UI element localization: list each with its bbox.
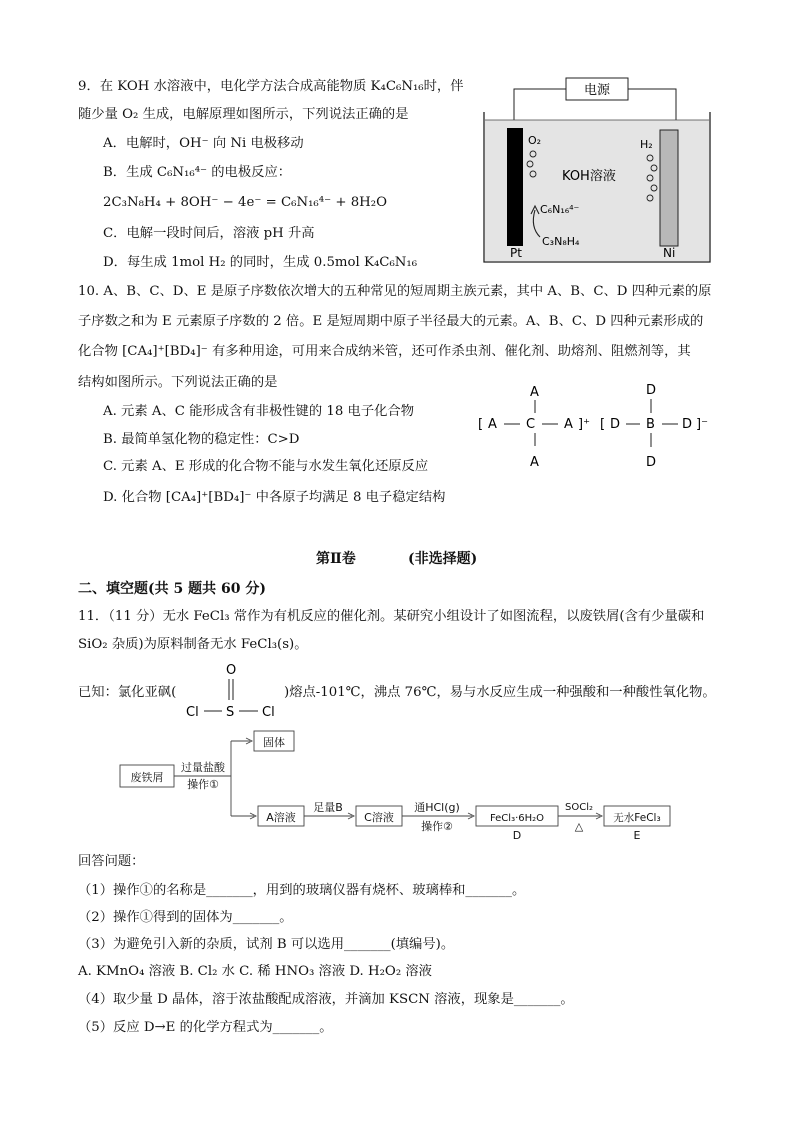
svg-text:[: [ — [478, 417, 484, 432]
ni-electrode — [660, 130, 678, 246]
svg-text:A: A — [530, 455, 539, 470]
q10-option-c: C. 元素 A、E 形成的化合物不能与水发生氧化还原反应 — [103, 459, 429, 474]
q11-part2: （2）操作①得到的固体为_______。 — [78, 910, 293, 925]
q11-part4: （4）取少量 D 晶体，溶于浓盐酸配成溶液，并滴加 KSCN 溶液，现象是_______。 — [78, 992, 574, 1007]
svg-text:D: D — [610, 417, 621, 432]
svg-text:]⁺: ]⁺ — [578, 417, 590, 432]
flow-b-label: 足量B — [313, 801, 343, 814]
q11-part3: （3）为避免引入新的杂质，试剂 B 可以选用_______(填编号)。 — [78, 937, 455, 952]
svg-text:B: B — [646, 417, 655, 432]
h2-label: H₂ — [640, 138, 653, 151]
svg-text:Cl: Cl — [186, 705, 199, 720]
svg-text:A: A — [564, 417, 573, 432]
koh-solution-label: KOH溶液 — [562, 169, 616, 184]
svg-text:A: A — [530, 385, 539, 400]
svg-text:Cl: Cl — [262, 705, 275, 720]
ionic-structure-diagram — [474, 380, 724, 472]
svg-text:D: D — [646, 383, 657, 398]
flow-e-label: 无水FeCl₃ — [613, 812, 661, 824]
q9-option-a: A．电解时，OH⁻ 向 Ni 电极移动 — [103, 136, 304, 151]
section-subtitle: (非选择题) — [408, 551, 478, 567]
flow-delta-label: △ — [574, 820, 584, 833]
reactant-label: C₃N₈H₄ — [542, 235, 580, 248]
flow-step1-top: 过量盐酸 — [181, 761, 225, 774]
q10-option-d: D. 化合物 [CA₄]⁺[BD₄]⁻ 中各原子均满足 8 电子稳定结构 — [103, 490, 446, 505]
q10-option-a: A. 元素 A、C 能形成含有非极性键的 18 电子化合物 — [103, 404, 415, 419]
q11-answer-intro: 回答问题： — [78, 854, 145, 869]
svg-text:D: D — [646, 455, 657, 470]
q9-option-d: D．每生成 1mol H₂ 的同时，生成 0.5mol K₄C₆N₁₆ — [103, 255, 418, 270]
svg-text:[: [ — [600, 417, 606, 432]
q9-option-b: B．生成 C₆N₁₆⁴⁻ 的电极反应： — [103, 165, 292, 180]
q10-line4: 结构如图所示。下列说法正确的是 — [78, 375, 278, 390]
q11-line1: 11．（11 分）无水 FeCl₃ 常作为有机反应的催化剂。某研究小组设计了如图流程，以废铁屑(含有少量碳和 — [78, 609, 705, 624]
flow-op2-label: 操作② — [421, 820, 453, 833]
flow-step1-bottom: 操作① — [187, 778, 219, 791]
svg-text:D: D — [682, 417, 693, 432]
q9-line2: 随少量 O₂ 生成，电解原理如图所示，下列说法正确的是 — [78, 107, 409, 122]
section-heading: 二、填空题(共 5 题共 60 分) — [78, 581, 266, 597]
q9-option-b-equation: 2C₃N₈H₄ + 8OH⁻ − 4e⁻ = C₆N₁₆⁴⁻ + 8H₂O — [103, 195, 387, 210]
flow-d-label: FeCl₃·6H₂O — [489, 813, 545, 824]
pt-label: Pt — [510, 246, 522, 260]
socl2-structure — [180, 660, 284, 722]
q10-line2: 子序数之和为 E 元素原子序数的 2 倍。E 是短周期中原子半径最大的元素。A、B、C、D 四种元素形成的 — [78, 314, 704, 329]
flow-socl2-label: SOCl₂ — [565, 802, 593, 813]
flow-start-label: 废铁屑 — [130, 771, 164, 784]
flow-e-letter: E — [633, 829, 641, 842]
q11-known-prefix: 已知：氯化亚砜( — [78, 685, 177, 700]
flow-c-label: C溶液 — [364, 811, 394, 824]
flow-hcl-label: 通HCl(g) — [414, 801, 460, 814]
q11-part3-options: A. KMnO₄ 溶液 B. Cl₂ 水 C. 稀 HNO₃ 溶液 D. H₂O₂ 溶液 — [78, 964, 432, 979]
q9-line1: 9．在 KOH 水溶液中，电化学方法合成高能物质 K₄C₆N₁₆时，伴 — [78, 79, 464, 94]
pt-electrode — [507, 128, 523, 246]
svg-text:]⁻: ]⁻ — [696, 417, 708, 432]
q10-option-b: B. 最简单氢化物的稳定性：C>D — [103, 432, 300, 447]
q11-part5: （5）反应 D→E 的化学方程式为_______。 — [78, 1020, 333, 1035]
o2-label: O₂ — [528, 134, 542, 147]
q11-part1: （1）操作①的名称是_______，用到的玻璃仪器有烧杯、玻璃棒和_______。 — [78, 883, 526, 898]
power-supply-label: 电源 — [583, 83, 611, 98]
electrolysis-diagram — [480, 72, 715, 267]
section-title: 第Ⅱ卷 — [316, 551, 356, 567]
flow-d-letter: D — [512, 829, 522, 842]
flow-solid-label: 固体 — [263, 736, 285, 749]
flow-a-label: A溶液 — [266, 811, 296, 824]
q11-line2: SiO₂ 杂质)为原料制备无水 FeCl₃(s)。 — [78, 637, 308, 652]
svg-text:C: C — [526, 417, 536, 432]
q11-known-suffix: )熔点-101℃，沸点 76℃，易与水反应生成一种强酸和一种酸性氧化物。 — [284, 685, 716, 700]
q10-line3: 化合物 [CA₄]⁺[BD₄]⁻ 有多种用途，可用来合成纳米管，还可作杀虫剂、催化剂、助熔剂、阻燃剂等，其 — [78, 344, 691, 359]
svg-text:A: A — [488, 417, 497, 432]
svg-text:O: O — [226, 663, 237, 678]
q9-option-c: C．电解一段时间后，溶液 pH 升高 — [103, 226, 315, 241]
q10-line1: 10. A、B、C、D、E 是原子序数依次增大的五种常见的短周期主族元素，其中 A、B、C、D 四种元素的原 — [78, 284, 712, 299]
ni-label: Ni — [663, 246, 676, 260]
product-label: C₆N₁₆⁴⁻ — [540, 203, 580, 216]
process-flowchart — [118, 725, 678, 845]
svg-text:S: S — [226, 705, 235, 720]
